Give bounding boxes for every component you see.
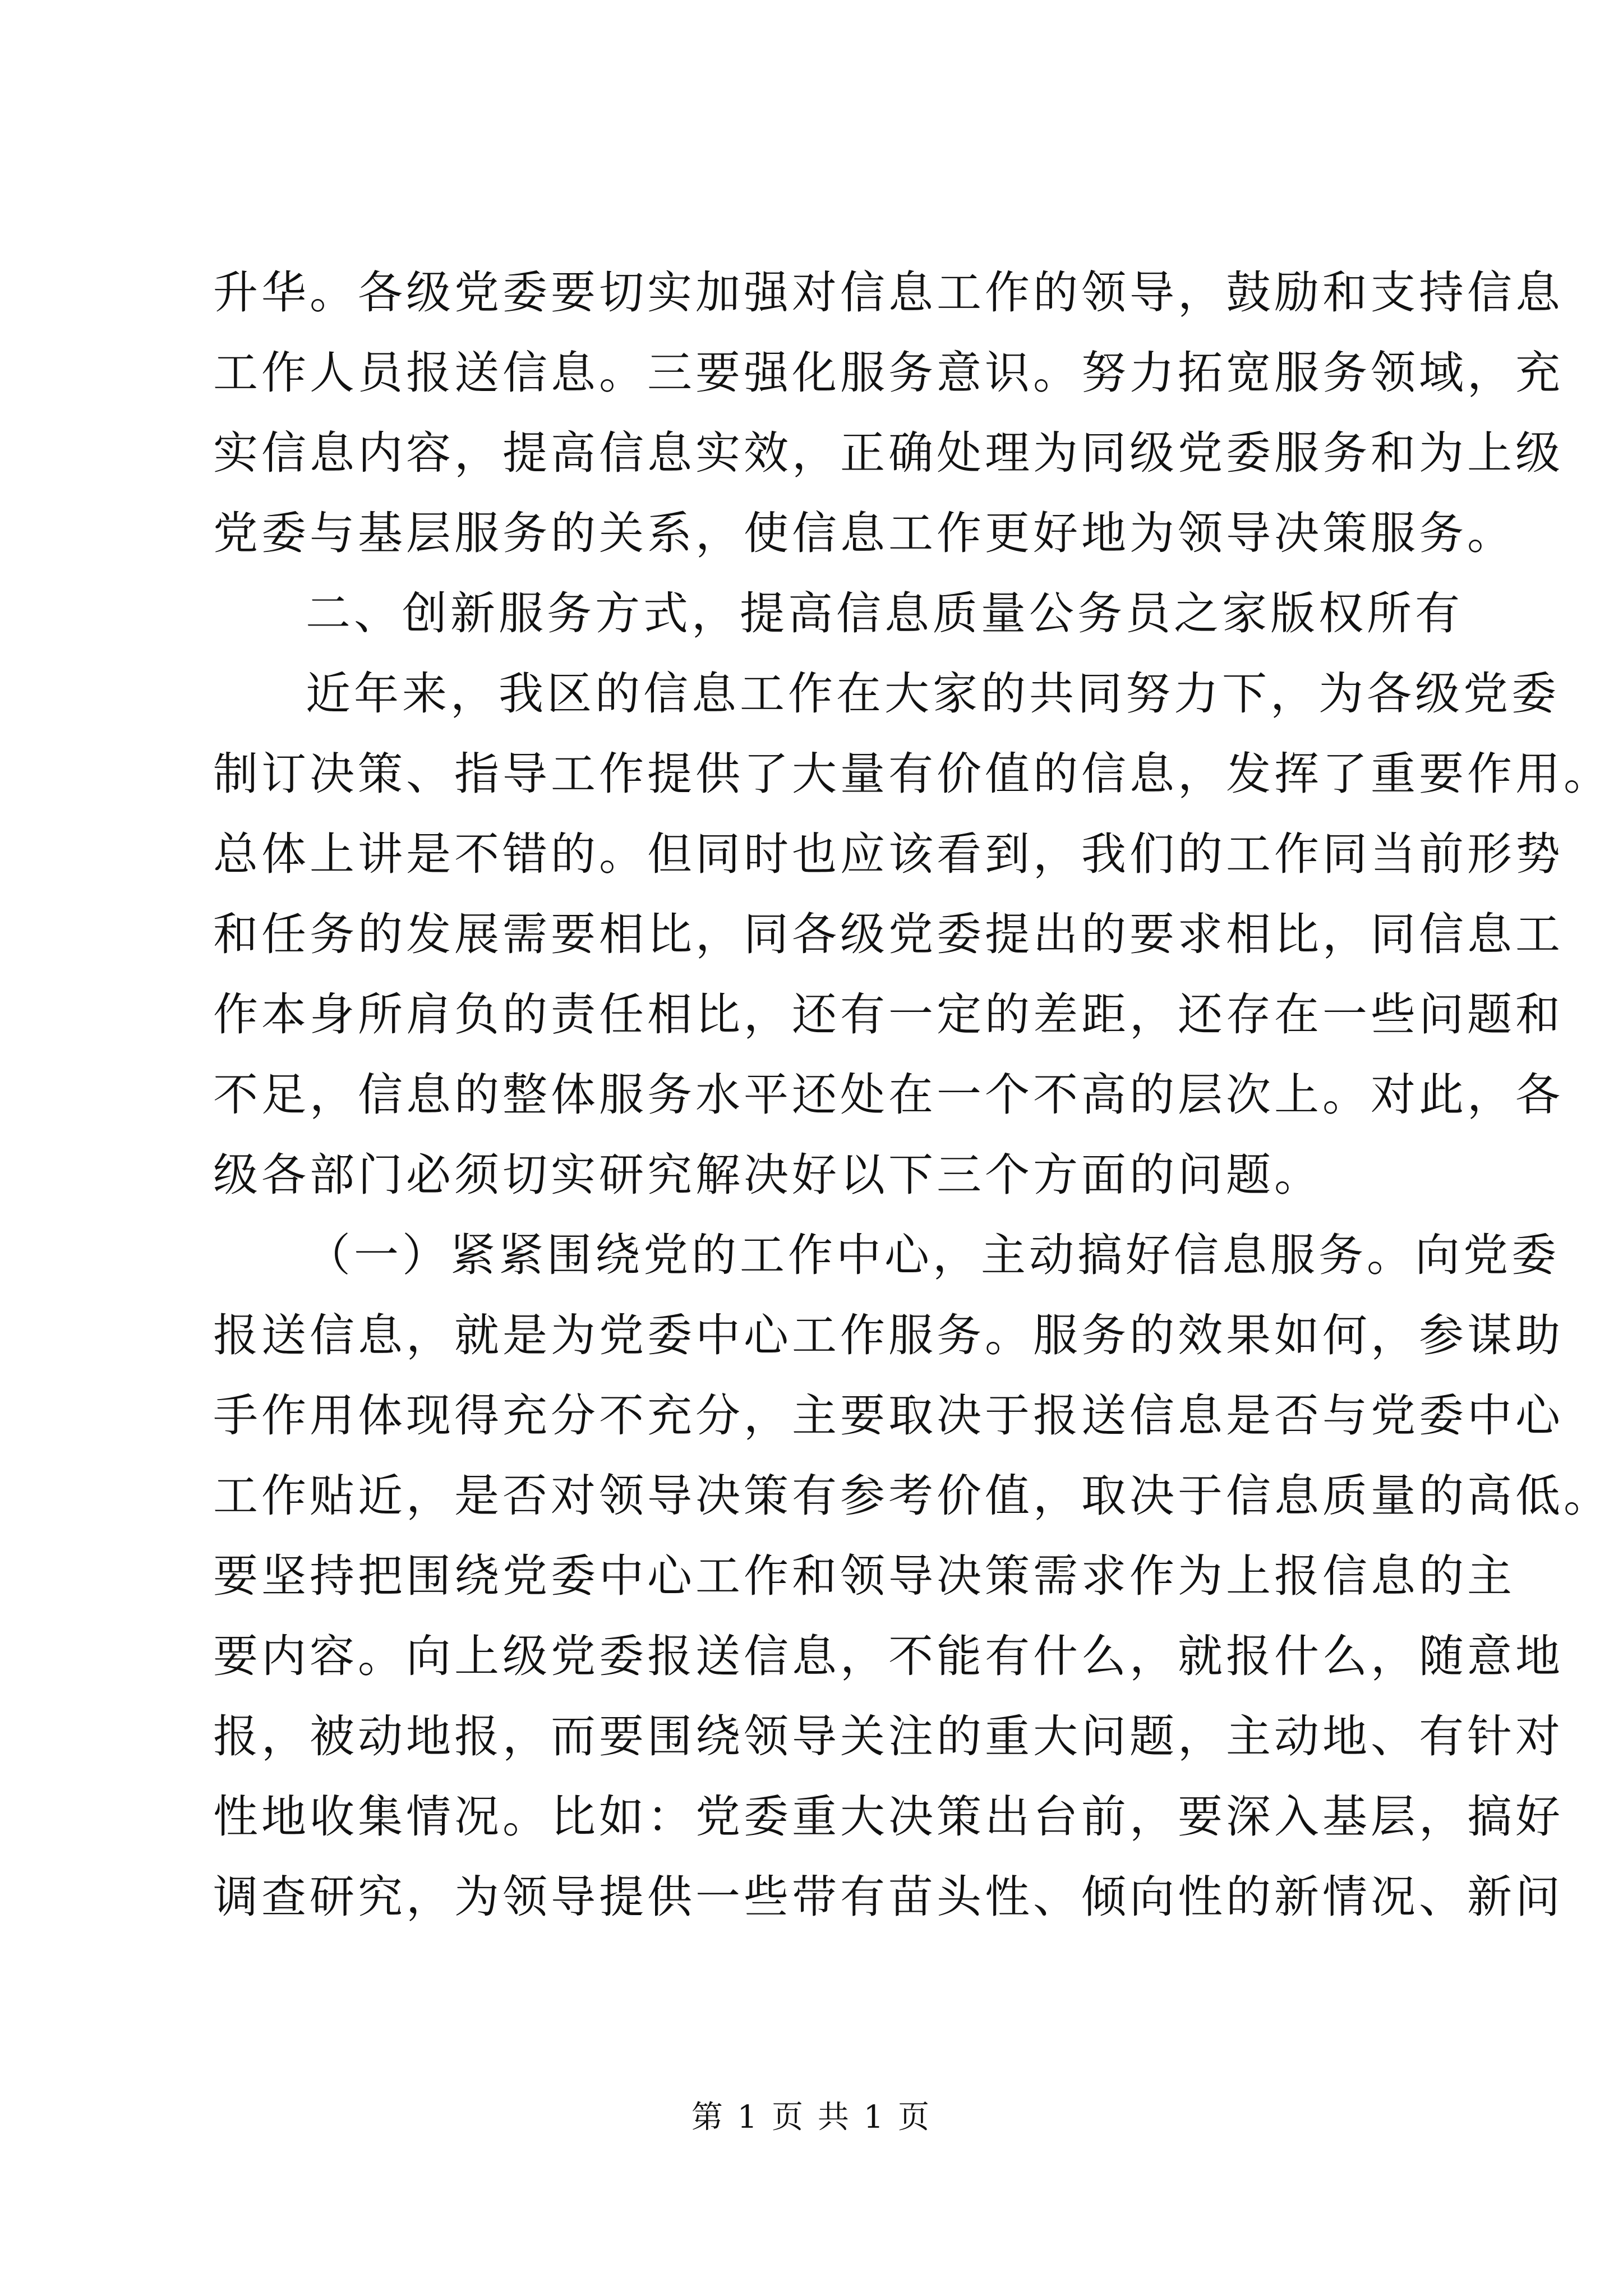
text-line: 级各部门必须切实研究解决好以下三个方面的问题。 (213, 1149, 1322, 1201)
text-line: 升华。各级党委要切实加强对信息工作的领导，鼓励和支持信息 (213, 266, 1564, 319)
text-line: 调查研究，为领导提供一些带有苗头性、倾向性的新情况、新问 (213, 1871, 1564, 1923)
text-line: 手作用体现得充分不充分，主要取决于报送信息是否与党委中心 (213, 1389, 1564, 1442)
text-line: 报，被动地报，而要围绕领导关注的重大问题，主动地、有针对 (213, 1710, 1564, 1763)
text-line: 和任务的发展需要相比，同各级党委提出的要求相比，同信息工 (213, 908, 1564, 960)
text-line: 工作人员报送信息。三要强化服务意识。努力拓宽服务领域，充 (213, 347, 1564, 399)
text-line: 近年来，我区的信息工作在大家的共同努力下，为各级党委 (306, 668, 1560, 720)
text-line: 要坚持把围绕党委中心工作和领导决策需求作为上报信息的主 (213, 1550, 1515, 1602)
text-line: 性地收集情况。比如：党委重大决策出台前，要深入基层，搞好 (213, 1791, 1564, 1843)
body-text (213, 252, 1612, 1937)
page-footer: 第 1 页 共 1 页 (691, 2099, 932, 2136)
text-line: 总体上讲是不错的。但同时也应该看到，我们的工作同当前形势 (213, 828, 1564, 880)
text-line: 作本身所肩负的责任相比，还有一定的差距，还存在一些问题和 (213, 988, 1564, 1041)
section-heading: 二、创新服务方式，提高信息质量公务员之家版权所有 (306, 587, 1463, 639)
text-line: 实信息内容，提高信息实效，正确处理为同级党委服务和为上级 (213, 427, 1564, 479)
text-line: 要内容。向上级党委报送信息，不能有什么，就报什么，随意地 (213, 1630, 1564, 1682)
text-line: 不足，信息的整体服务水平还处在一个不高的层次上。对此，各 (213, 1069, 1564, 1121)
subsection-heading: （一）紧紧围绕党的工作中心，主动搞好信息服务。向党委 (306, 1229, 1560, 1281)
text-line: 党委与基层服务的关系，使信息工作更好地为领导决策服务。 (213, 507, 1515, 559)
text-line: 制订决策、指导工作提供了大量有价值的信息，发挥了重要作用。 (213, 748, 1612, 800)
text-line: 工作贴近，是否对领导决策有参考价值，取决于信息质量的高低。 (213, 1470, 1612, 1522)
text-line: 报送信息，就是为党委中心工作服务。服务的效果如何，参谋助 (213, 1309, 1564, 1361)
